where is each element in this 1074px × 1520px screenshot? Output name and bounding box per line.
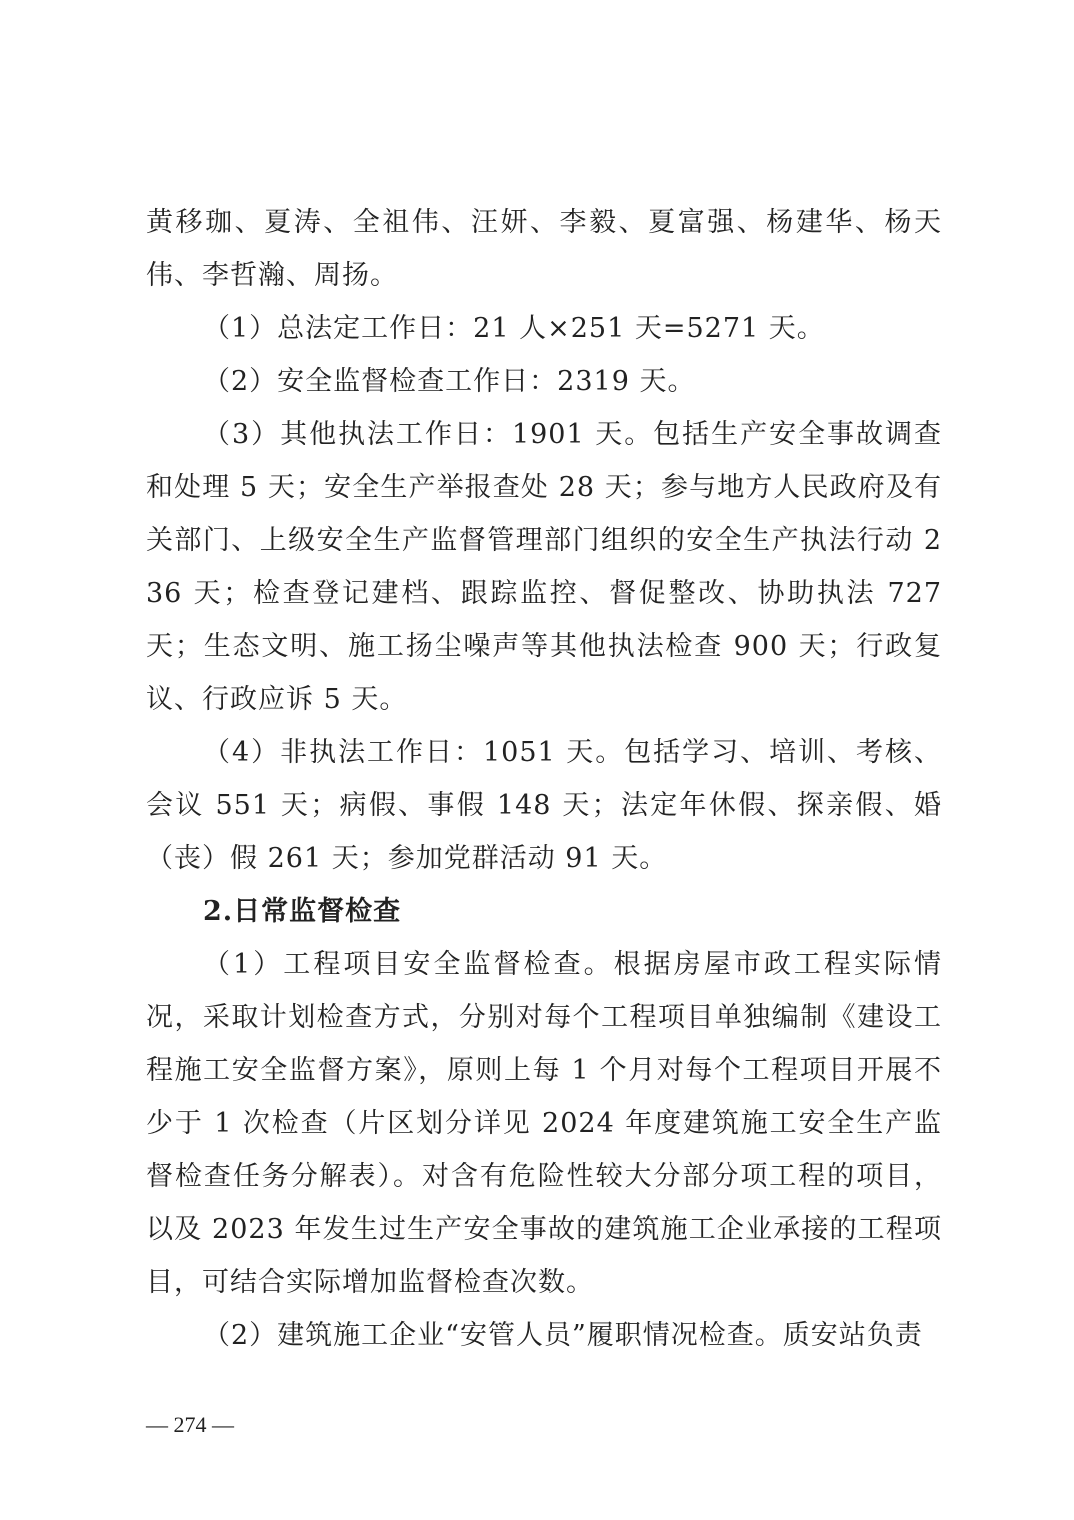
paragraph-project-inspection: （1）工程项目安全监督检查。根据房屋市政工程实际情况，采取计划检查方式，分别对每个工程项目单独编制《建设工程施工安全监督方案》，原则上每 1 个月对每个工程项目开展不少于 1 次检查（片区划分详见 2024 年度建筑施工安全生产监督检查任务分解表）。对含有危险性较大分部分项工程的项目，以及 2023 年发生过生产安全事故的建筑施工企业承接的工程项目，可结合实际增加监督检查次数。 (146, 949, 942, 1298)
paragraph-safety-staff-inspection: （2）建筑施工企业“安管人员”履职情况检查。质安站负责 (203, 1320, 923, 1351)
section-heading: 2.日常监督检查 (203, 896, 402, 927)
page-number: — 274 — (146, 1412, 234, 1437)
paragraph-other-enforcement-workdays: （3）其他执法工作日：1901 天。包括生产安全事故调查和处理 5 天；安全生产举报查处 28 天；参与地方人民政府及有关部门、上级安全生产监督管理部门组织的安全生产执法行动 236 天；检查登记建档、跟踪监控、督促整改、协助执法 727 天；生态文明、施工扬尘噪声等其他执法检查 900 天；行政复议、行政应诉 5 天。 (146, 419, 942, 715)
paragraph-total-workdays: （1）总法定工作日：21 人×251 天=5271 天。 (203, 313, 825, 344)
paragraph-inspection-workdays: （2）安全监督检查工作日：2319 天。 (203, 366, 696, 397)
body-text (146, 196, 942, 1362)
paragraph-non-enforcement-workdays: （4）非执法工作日：1051 天。包括学习、培训、考核、会议 551 天；病假、事假 148 天；法定年休假、探亲假、婚（丧）假 261 天；参加党群活动 91 天。 (146, 737, 942, 874)
paragraph-name-list: 黄移珈、夏涛、全祖伟、汪妍、李毅、夏富强、杨建华、杨天伟、李哲瀚、周扬。 (146, 207, 942, 291)
